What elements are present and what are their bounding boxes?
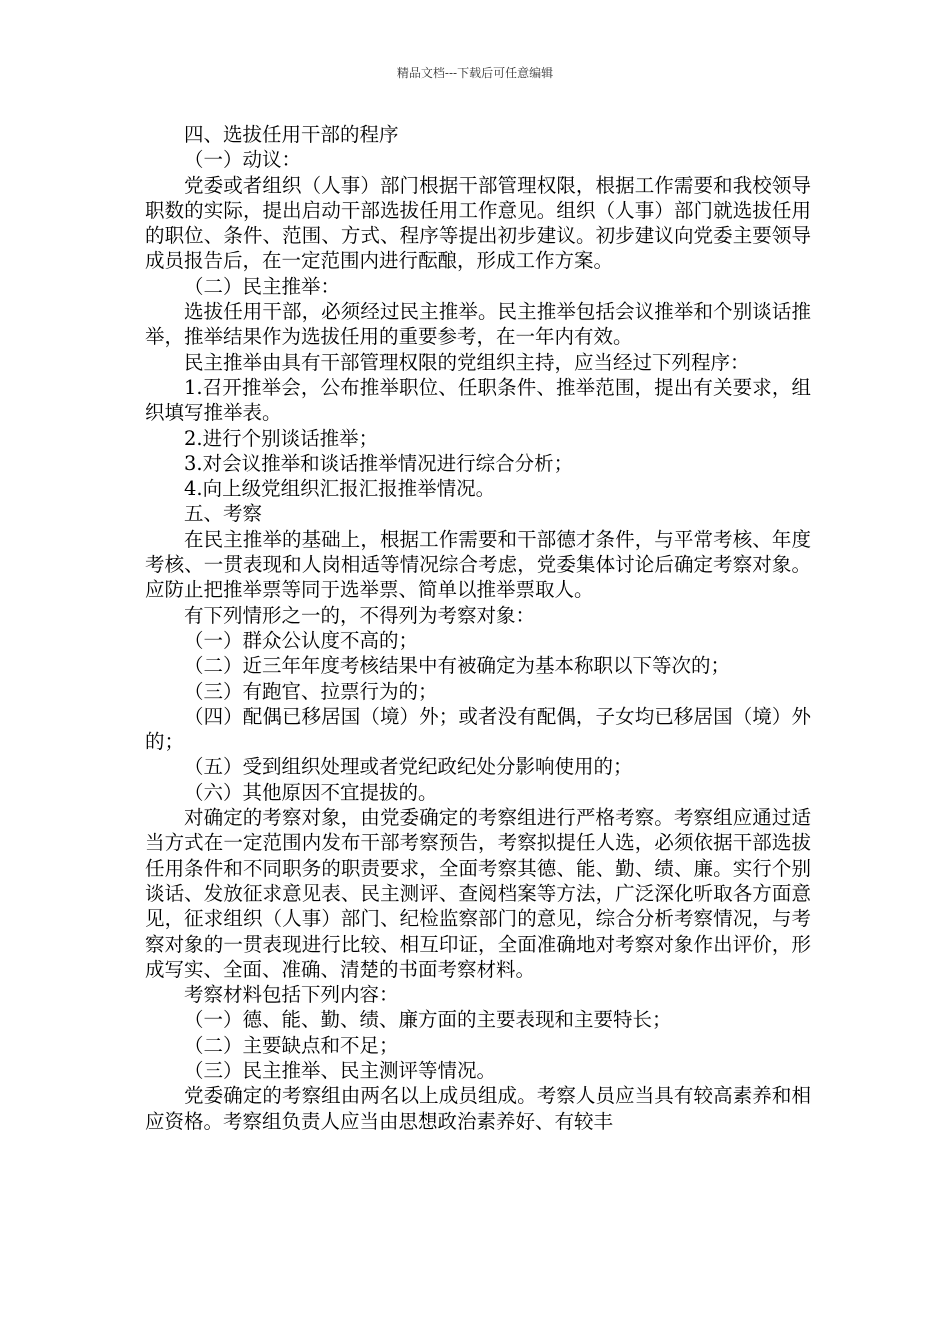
- list-item: 3.对会议推举和谈话推举情况进行综合分析；: [184, 451, 574, 475]
- paragraph: 党委确定的考察组由两名以上成员组成。考察人员应当具有较高素养和相应资格。考察组负责人应当由思想政治素养好、有较丰: [145, 1084, 811, 1133]
- paragraph: 有下列情形之一的，不得列为考察对象：: [184, 603, 536, 627]
- page-header: 精品文档---下载后可任意编辑: [396, 66, 554, 80]
- list-item: 4.向上级党组织汇报汇报推举情况。: [184, 477, 496, 501]
- list-item: （二）近三年年度考核结果中有被确定为基本称职以下等次的；: [184, 654, 731, 678]
- list-item: （三）有跑官、拉票行为的；: [184, 679, 438, 703]
- list-item: （三）民主推举、民主测评等情况。: [184, 1058, 497, 1082]
- document-body: [145, 122, 811, 1134]
- list-item: （二）主要缺点和不足；: [184, 1033, 399, 1057]
- paragraph: 在民主推举的基础上，根据工作需要和干部德才条件，与平常考核、年度考核、一贯表现和人岗相适等情况综合考虑，党委集体讨论后确定考察对象。应防止把推举票等同于选举票、简单以推举票取人。: [145, 527, 811, 602]
- paragraph: 选拔任用干部，必须经过民主推举。民主推举包括会议推举和个别谈话推举，推举结果作为选拔任用的重要参考，在一年内有效。: [145, 300, 811, 349]
- paragraph: 党委或者组织（人事）部门根据干部管理权限，根据工作需要和我校领导职数的实际，提出启动干部选拔任用工作意见。组织（人事）部门就选拔任用的职位、条件、范围、方式、程序等提出初步建议。初步建议向党委主要领导成员报告后，在一定范围内进行酝酿，形成工作方案。: [145, 173, 811, 273]
- section-heading: 五、考察: [184, 502, 263, 526]
- paragraph: 对确定的考察对象，由党委确定的考察组进行严格考察。考察组应通过适当方式在一定范围内发布干部考察预告，考察拟提任人选，必须依据干部选拔任用条件和不同职务的职责要求，全面考察其德、能、勤、绩、廉。实行个别谈话、发放征求意见表、民主测评、查阅档案等方法，广泛深化听取各方面意见，征求组织（人事）部门、纪检监察部门的意见，综合分析考察情况，与考察对象的一贯表现进行比较、相互印证，全面准确地对考察对象作出评价，形成写实、全面、准确、清楚的书面考察材料。: [145, 806, 811, 981]
- list-item: （四）配偶已移居国（境）外；或者没有配偶，子女均已移居国（境）外的；: [145, 704, 811, 754]
- list-item: 2.进行个别谈话推举；: [184, 426, 379, 450]
- section-heading: 四、选拔任用干部的程序: [184, 123, 399, 146]
- list-item: 1.召开推举会，公布推举职位、任职条件、推举范围，提出有关要求，组织填写推举表。: [145, 375, 811, 425]
- list-item: （六）其他原因不宜提拔的。: [184, 780, 438, 804]
- paragraph: 考察材料包括下列内容：: [184, 983, 399, 1007]
- subsection-heading: （一）动议：: [184, 148, 302, 172]
- list-item: （一）群众公认度不高的；: [184, 628, 419, 652]
- subsection-heading: （二）民主推举：: [184, 274, 341, 298]
- paragraph: 民主推举由具有干部管理权限的党组织主持，应当经过下列程序：: [184, 350, 750, 374]
- list-item: （五）受到组织处理或者党纪政纪处分影响使用的；: [184, 755, 633, 779]
- list-item: （一）德、能、勤、绩、廉方面的主要表现和主要特长；: [184, 1008, 672, 1032]
